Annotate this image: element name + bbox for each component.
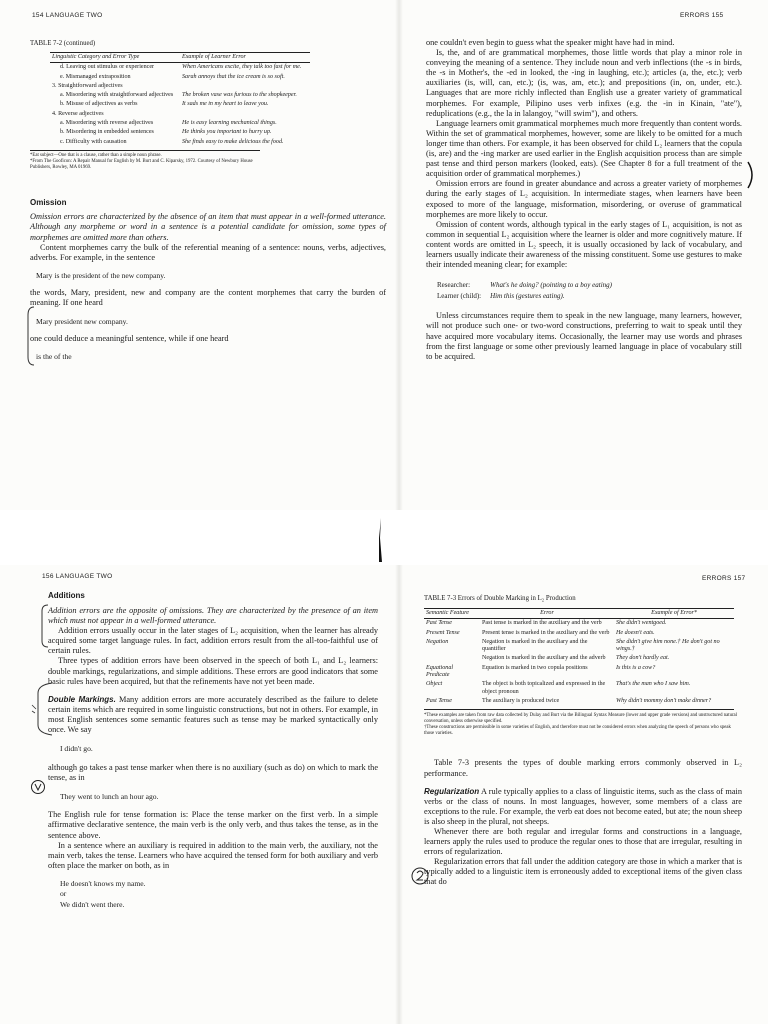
table-cell-category: 4. Reverse adjectives	[52, 110, 104, 117]
paragraph: Language learners omit grammatical morphemes much more frequently than content words. Within the set of grammatical morphemes, however, some are likely to be omitted for a much longer time than others. For example, it has been observed for child L₂ learners that the copula (is, are) and the -ing marker are used earlier in the English acquisition process than are simple past tense and third person markers (looked, eats). (See Chapter 8 for a full treatment of the acquisition order of grammatical morphemes.)	[426, 118, 742, 179]
table-cell-feature: Past Tense	[426, 620, 453, 627]
table-cell-feature	[424, 654, 480, 663]
paragraph: one couldn't even begin to guess what the speaker might have had in mind.	[426, 38, 675, 47]
table-cell-feature: Equational Predicate	[426, 664, 454, 679]
table-cell-error: Equation is marked in two copula positions	[482, 664, 588, 671]
table-row	[424, 664, 734, 681]
paragraph-text: A rule typically applies to a class of linguistic items, such as the class of main verbs or the class of nouns. In most languages, however, some members of a class are exceptions to the rule. For example, the verb eat does not become eated, but ate; the noun sheep is also sheep in the plural, not sheeps.	[424, 786, 742, 826]
table-cell-category: a. Misordering with straightforward adjectives	[60, 92, 174, 99]
paragraph: Table 7-3 presents the types of double marking errors commonly observed in L₂ performance.	[424, 758, 742, 778]
dialogue-example	[436, 280, 613, 301]
table-cell-example: She didn't give him none.† He don't got no wings.†	[616, 638, 720, 653]
table-cell-category: b. Misordering in embedded sentences	[60, 129, 154, 136]
table-cell-category: d. Leaving out stimulus or experiencer	[60, 64, 155, 71]
table-cell-example	[180, 110, 310, 119]
table-cell-feature: Past Tense	[426, 697, 453, 704]
footnote: †These constructions are permissible in some varieties of English, and therefore must not be considered errors when analyzing the speech of persons who speak those varieties.	[424, 724, 731, 736]
table-cell-category: 3. Straightforward adjectives	[52, 82, 123, 89]
footnote: *Eat subject—One that is a clause, rather than a simple noun phrase.	[30, 152, 162, 158]
table-row	[50, 138, 310, 147]
paragraph-text: Many addition errors are more accurately described as the failure to delete certain items which are required in some linguistic constructions, but not in others. For example, in most English sentences some semantic features such as tense may be marked syntactically only once. We say	[48, 694, 378, 735]
speaker-label: Learner (child):	[437, 291, 482, 300]
table-cell-feature: Object	[426, 681, 443, 688]
table-cell-error: The auxiliary is produced twice	[482, 697, 560, 704]
table-header: Linguistic Category and Error Type	[50, 53, 180, 63]
table-row	[50, 82, 310, 91]
example-sentence: Mary president new company.	[36, 316, 128, 326]
table-cell-category: b. Misuse of adjectives as verbs	[60, 101, 138, 108]
paragraph: Addition errors usually occur in the later stages of L₂ acquisition, when the learner has already acquired some target language rules. In fact, addition errors result from the all-too-faithful use of certain rules.	[48, 626, 378, 656]
table-cell-category: a. Misordering with reverse adjectives	[60, 120, 154, 127]
table-cell-error: Present tense is marked in the auxiliary and the verb	[482, 629, 610, 636]
example-sentence: I didn't go.	[60, 744, 93, 754]
table-cell-example: The broken vase was furious to the shopkeeper.	[182, 92, 297, 99]
footnote: *From The Gooficon: A Repair Manual for English by M. Burt and C. Kiparsky, 1972. Courtesy of Newbury House Publishers, Rowley, MA 01969.	[30, 158, 253, 170]
table-row	[50, 73, 310, 82]
page-header-left: 154 LANGUAGE TWO	[32, 12, 103, 19]
example-sentence: They went to lunch an hour ago.	[60, 791, 159, 801]
handwritten-bracket-mark	[40, 603, 50, 649]
section-heading-additions: Additions	[48, 591, 85, 600]
table-cell-example: She didn't wentgoed.	[616, 620, 667, 627]
paragraph: In a sentence where an auxiliary is required in addition to the main verb, the auxiliary, not the main verb, takes the tense. Learners who have acquired the tensed form for both auxiliary and verb often place the marker on both, as in	[48, 840, 378, 870]
right-page-column	[424, 595, 742, 888]
example-sentence: Mary is the president of the new company.	[36, 270, 166, 280]
speaker-label: Researcher:	[437, 281, 471, 290]
bottom-spread	[0, 565, 768, 1024]
circled-number-mark	[410, 866, 430, 886]
table-header: Example of Learner Error	[180, 53, 310, 63]
table-cell-example: She finds easy to make delicious the food.	[182, 138, 284, 145]
top-spread	[0, 0, 768, 510]
table-row	[50, 119, 310, 128]
paragraph: Omission errors are found in greater abundance and across a greater variety of morphemes during the early stages of L₂ acquisition. In intermediate stages, when learners have been exposed to more of the language, misformation, misordering, or overuse of grammatical morphemes are more likely to occur.	[426, 179, 742, 219]
table-row	[50, 91, 310, 100]
example-sentence: He doesn't knows my name.	[60, 878, 146, 888]
utterance: Him this (gestures eating).	[490, 291, 565, 300]
paragraph	[48, 695, 378, 735]
table-row	[50, 110, 310, 119]
subsection-heading-double-markings: Double Markings.	[48, 694, 116, 704]
table-cell-example: That's the man who I saw him.	[616, 681, 691, 688]
table-cell-example	[180, 82, 310, 91]
example-sentence: or	[60, 889, 67, 899]
paragraph: Whenever there are both regular and irregular forms and constructions in a language, learners apply the rules used to produce the regular ones to those that are irregular, resulting in errors of regularization.	[424, 827, 742, 857]
left-page-column	[30, 40, 386, 362]
paragraph: Omission errors are characterized by the absence of an item that must appear in a well-formed utterance. Although any morpheme or word in a sentence is a potential candidate for omission, some types of morphemes are omitted more than others.	[30, 212, 386, 242]
table-row	[424, 680, 734, 697]
paragraph: Omission of content words, although typical in the early stages of L₁ acquisition, is not as common in sequential L₂ acquisition where the learner is older and more cognitively mature. If content words are omitted in L₂ speech, it is usually occasioned by lack of vocabulary, and learners usually indicate their awareness of the missing constituent. Some use gestures to make their intended meaning clear; for example:	[426, 219, 742, 270]
paragraph: The English rule for tense formation is: Place the tense marker on the first verb. In a simple affirmative declarative sentence, the main verb is the only verb, and thus takes the tense, as in the sentence above.	[48, 810, 378, 840]
table-cell-error: The object is both topicalized and expressed in the object pronoun	[482, 681, 606, 695]
subsection-heading-regularization: Regularization	[424, 786, 480, 796]
table-7-2	[50, 52, 310, 147]
paragraph: Addition errors are the opposite of omissions. They are characterized by the presence of an item which must not appear in a well-formed utterance.	[48, 606, 378, 626]
table-cell-error: Negation is marked in the auxiliary and the quantifier	[482, 638, 588, 653]
table-cell-error: Past tense is marked in the auxiliary and the verb	[482, 620, 602, 627]
paragraph: although go takes a past tense marker when there is no auxiliary (such as do) on which to mark the tense, as in	[48, 762, 378, 782]
table-row	[424, 619, 734, 629]
table-row	[50, 128, 310, 137]
page-header-right: ERRORS 155	[680, 12, 724, 19]
page-header-left: 156 LANGUAGE TWO	[42, 573, 113, 580]
book-spine	[395, 565, 403, 1024]
left-page-column	[48, 591, 378, 909]
table-cell-example: He thinks you important to hurry up.	[182, 129, 272, 136]
table-header: Example of Error*	[614, 609, 734, 619]
table-rule	[424, 709, 734, 710]
table-title: TABLE 7-2 (continued)	[30, 40, 96, 47]
table-cell-example: He doesn't eats.	[616, 629, 655, 636]
table-cell-example: Why didn't mommy don't make dinner?	[616, 697, 712, 704]
table-row	[424, 629, 734, 638]
table-row	[424, 654, 734, 663]
table-row	[424, 638, 734, 655]
table-cell-feature: Negation	[426, 638, 449, 645]
table-cell-example: When Americans excite, they talk too fast for me.	[182, 64, 302, 71]
table-cell-feature: Present Tense	[426, 629, 460, 636]
paragraph: Is, the, and of are grammatical morphemes, those little words that play a minor role in conveying the meaning of a sentence. They include noun and verb inflections (the -s in birds, the -s in Mother's, the -ed in looked, the -ing in laughing, etc.); articles (a, the, etc.); verb auxiliaries (is, will, can, etc.); (is, was, am, etc.); and prepositions (in, on, under, etc.). Languages that are more richly inflected than English use a greater variety of grammatical morphemes. For example, Pilipino uses verb infixes (e.g. the -in in Kinain, "ate"), reduplications (e.g., the la in lalangoy, "will swim"), and others.	[426, 48, 742, 118]
table-row	[424, 697, 734, 706]
page-header-right: ERRORS 157	[702, 575, 746, 582]
table-header: Error	[480, 609, 614, 619]
paragraph	[424, 787, 742, 827]
table-row	[50, 63, 310, 73]
paragraph: Unless circumstances require them to speak in the new language, many learners, however, will not produce such one- or two-word constructions, preferring to wait to speak until they have acquired more vocabulary items. Occasionally, the learner may use words and phrases from the first language or some other previously learned language in place of vocabulary still to be acquired.	[426, 311, 742, 361]
table-cell-example: He is easy learning mechanical things.	[182, 120, 277, 127]
paragraph: Regularization errors that fall under the addition category are those in which a marker that is typically added to a linguistic item is erroneously added to exceptional items of the given class that do	[424, 857, 742, 887]
footnote: *These examples are taken from raw data collected by Dulay and Burt via the Bilingual Syntax Measure (lower and upper grade versions) and unstructured natural conversation, unless otherwise specified.	[424, 713, 738, 725]
table-cell-category: e. Mismanaged extraposition	[60, 73, 131, 80]
table-7-3	[424, 608, 734, 706]
handwritten-paren-mark	[745, 160, 757, 190]
utterance: What's he doing? (pointing to a boy eating)	[490, 281, 612, 290]
ink-stroke-mark	[376, 518, 386, 562]
section-heading-omission: Omission	[30, 198, 67, 208]
handwritten-bracket-mark	[30, 681, 54, 737]
paragraph: Content morphemes carry the bulk of the referential meaning of a sentence: nouns, verbs, adjectives, adverbs. For example, in the sentence	[30, 242, 386, 262]
right-page-column	[426, 38, 742, 362]
paragraph: Three types of addition errors have been observed in the speech of both L₁ and L₂ learners: double markings, regularizations, and simple additions. These errors are good indicators that some basic rules have been acquired, but that the refinements have not yet been made.	[48, 656, 378, 686]
table-header: Semantic Feature	[424, 609, 480, 619]
table-cell-example: It sads me in my heart to leave you.	[182, 101, 269, 108]
book-spine	[395, 0, 403, 510]
table-cell-example: They don't hardly eat.	[616, 655, 670, 662]
handwritten-bracket-mark	[26, 305, 36, 367]
page-gap	[0, 510, 768, 565]
example-sentence: is the of the	[36, 352, 72, 362]
paragraph: one could deduce a meaningful sentence, while if one heard	[30, 334, 229, 344]
table-cell-example: Sarah annoys that the ice cream is so soft.	[182, 73, 285, 80]
table-row	[50, 100, 310, 109]
table-cell-error: Negation is marked in the auxiliary and the adverb	[482, 655, 606, 662]
paragraph: the words, Mary, president, new and company are the content morphemes that carry the burden of meaning. If one heard	[30, 288, 386, 308]
table-cell-category: c. Difficulty with causation	[60, 138, 127, 145]
table-title: TABLE 7-3 Errors of Double Marking in L₂ Production	[424, 595, 576, 602]
table-cell-example: Is this is a cow?	[616, 664, 656, 671]
circled-number-mark	[30, 779, 46, 795]
table-rule	[30, 150, 260, 151]
example-sentence: We didn't went there.	[60, 899, 125, 909]
